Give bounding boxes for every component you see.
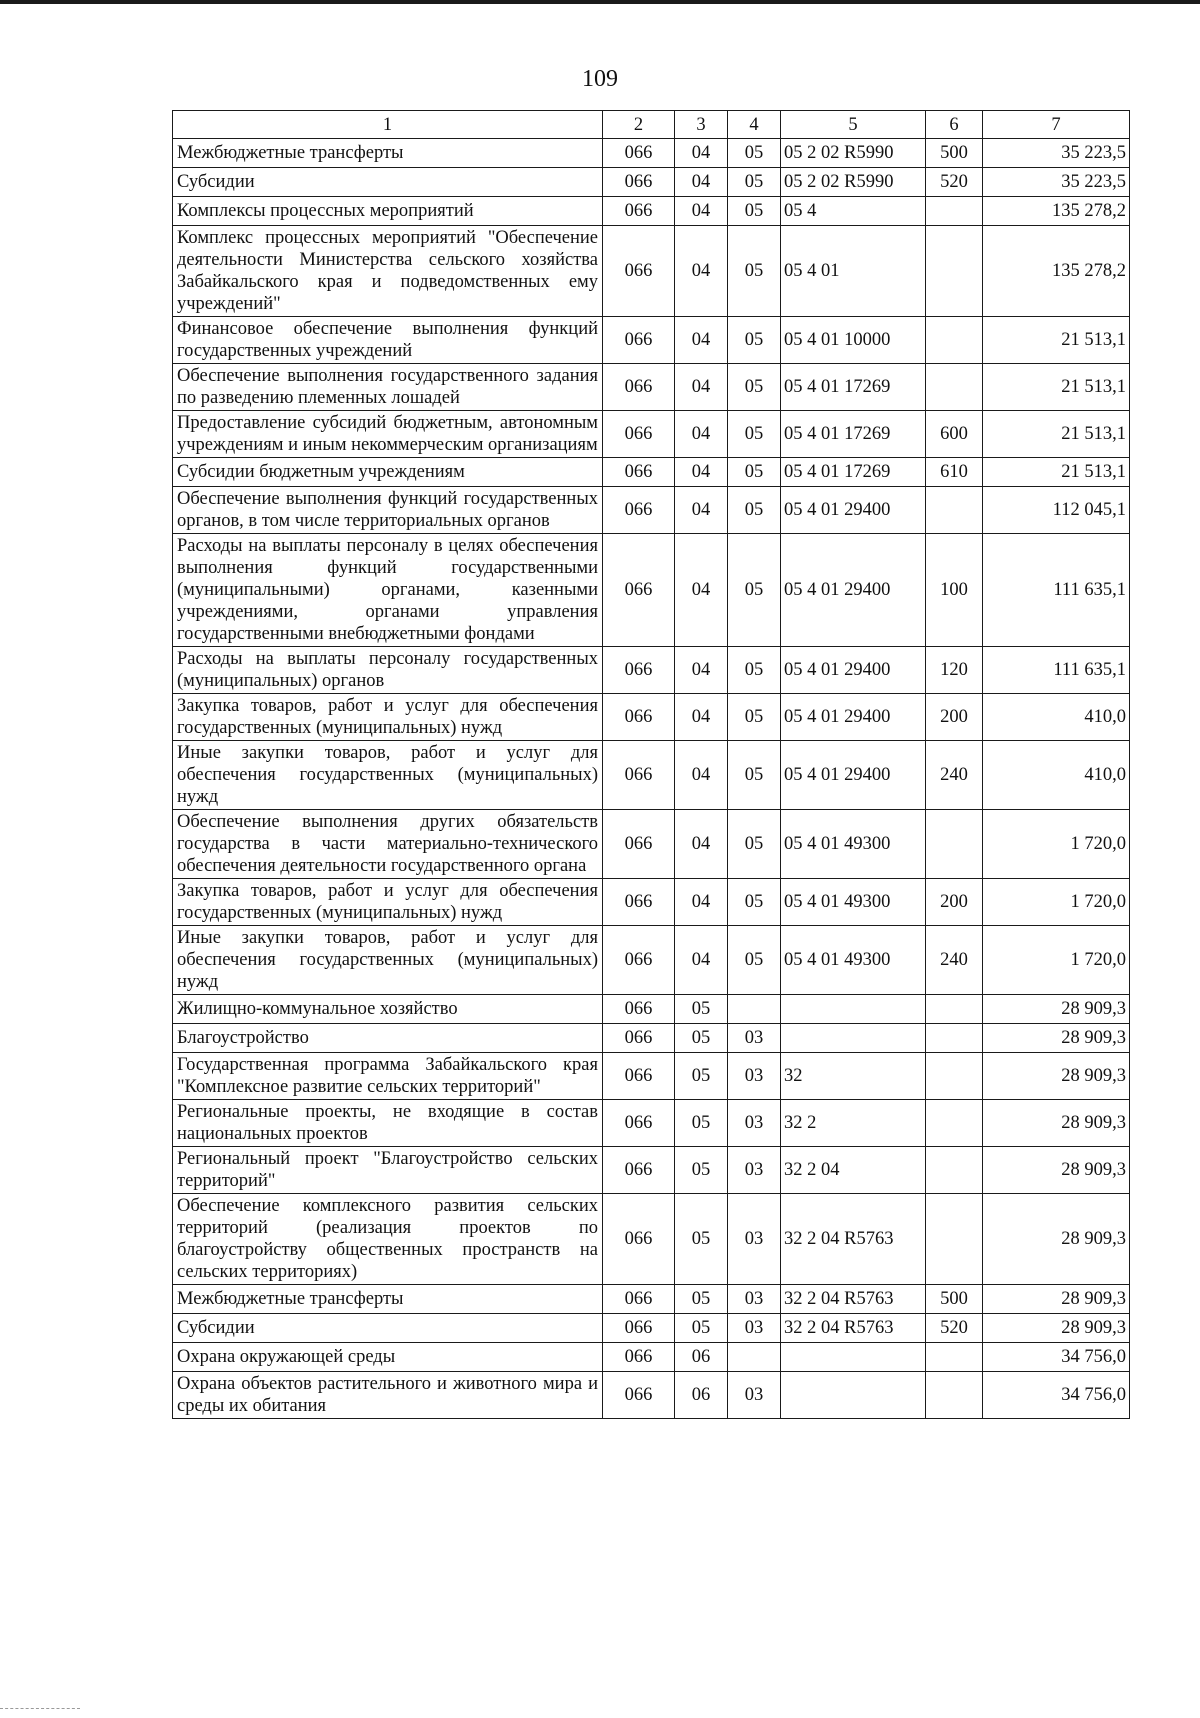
row-name: Иные закупки товаров, работ и услуг для обеспечения государственных (муниципальных) нужд bbox=[173, 926, 603, 995]
row-code-4: 05 bbox=[728, 317, 781, 364]
row-name: Межбюджетные трансферты bbox=[173, 139, 603, 168]
row-amount: 410,0 bbox=[983, 694, 1130, 741]
row-code-5: 05 4 01 49300 bbox=[781, 926, 926, 995]
row-code-3: 04 bbox=[675, 741, 728, 810]
row-code-3: 05 bbox=[675, 1314, 728, 1343]
row-name: Субсидии bbox=[173, 168, 603, 197]
row-code-3: 06 bbox=[675, 1372, 728, 1419]
table-row bbox=[173, 741, 1130, 810]
table-row bbox=[173, 197, 1130, 226]
row-code-5: 05 4 01 17269 bbox=[781, 364, 926, 411]
table-row bbox=[173, 1024, 1130, 1053]
row-code-3: 04 bbox=[675, 647, 728, 694]
row-code-3: 04 bbox=[675, 694, 728, 741]
header-col-7: 7 bbox=[983, 111, 1130, 139]
table-row bbox=[173, 458, 1130, 487]
row-code-6: 100 bbox=[926, 534, 983, 647]
row-code-6 bbox=[926, 1024, 983, 1053]
row-amount: 28 909,3 bbox=[983, 1053, 1130, 1100]
row-code-2: 066 bbox=[603, 926, 675, 995]
row-code-2: 066 bbox=[603, 1147, 675, 1194]
row-code-2: 066 bbox=[603, 879, 675, 926]
row-name: Государственная программа Забайкальского края "Комплексное развитие сельских территорий" bbox=[173, 1053, 603, 1100]
header-col-4: 4 bbox=[728, 111, 781, 139]
row-code-4: 05 bbox=[728, 926, 781, 995]
row-code-4: 05 bbox=[728, 487, 781, 534]
table-row bbox=[173, 411, 1130, 458]
row-code-4: 05 bbox=[728, 139, 781, 168]
row-code-4: 03 bbox=[728, 1314, 781, 1343]
header-col-2: 2 bbox=[603, 111, 675, 139]
row-code-6: 500 bbox=[926, 1285, 983, 1314]
row-code-2: 066 bbox=[603, 458, 675, 487]
row-code-3: 04 bbox=[675, 926, 728, 995]
header-row bbox=[173, 111, 1130, 139]
table-row bbox=[173, 487, 1130, 534]
row-code-6 bbox=[926, 1372, 983, 1419]
row-code-4: 05 bbox=[728, 168, 781, 197]
table-row bbox=[173, 534, 1130, 647]
row-amount: 21 513,1 bbox=[983, 364, 1130, 411]
row-code-6: 520 bbox=[926, 168, 983, 197]
row-code-5: 05 2 02 R5990 bbox=[781, 139, 926, 168]
row-name: Межбюджетные трансферты bbox=[173, 1285, 603, 1314]
page-number: 109 bbox=[582, 66, 618, 92]
row-code-4: 03 bbox=[728, 1194, 781, 1285]
row-code-3: 04 bbox=[675, 226, 728, 317]
row-name: Региональные проекты, не входящие в состав национальных проектов bbox=[173, 1100, 603, 1147]
row-code-4: 05 bbox=[728, 694, 781, 741]
row-code-2: 066 bbox=[603, 534, 675, 647]
row-code-2: 066 bbox=[603, 647, 675, 694]
row-code-6 bbox=[926, 995, 983, 1024]
row-code-2: 066 bbox=[603, 1372, 675, 1419]
table-row bbox=[173, 810, 1130, 879]
row-code-2: 066 bbox=[603, 1053, 675, 1100]
table-body bbox=[173, 139, 1130, 1419]
row-amount: 28 909,3 bbox=[983, 1194, 1130, 1285]
table-row bbox=[173, 1100, 1130, 1147]
row-name: Комплексы процессных мероприятий bbox=[173, 197, 603, 226]
row-amount: 1 720,0 bbox=[983, 879, 1130, 926]
table-row bbox=[173, 1372, 1130, 1419]
row-code-3: 05 bbox=[675, 1053, 728, 1100]
row-code-5: 05 4 01 10000 bbox=[781, 317, 926, 364]
row-amount: 34 756,0 bbox=[983, 1372, 1130, 1419]
row-code-2: 066 bbox=[603, 411, 675, 458]
table-row bbox=[173, 317, 1130, 364]
row-code-4: 05 bbox=[728, 411, 781, 458]
table-row bbox=[173, 1053, 1130, 1100]
row-code-6 bbox=[926, 1194, 983, 1285]
row-code-2: 066 bbox=[603, 197, 675, 226]
row-code-5 bbox=[781, 1343, 926, 1372]
row-code-2: 066 bbox=[603, 317, 675, 364]
row-name: Субсидии bbox=[173, 1314, 603, 1343]
row-amount: 112 045,1 bbox=[983, 487, 1130, 534]
row-amount: 28 909,3 bbox=[983, 1024, 1130, 1053]
row-amount: 21 513,1 bbox=[983, 411, 1130, 458]
row-code-5: 05 4 01 29400 bbox=[781, 741, 926, 810]
row-code-4: 05 bbox=[728, 534, 781, 647]
row-code-4: 03 bbox=[728, 1147, 781, 1194]
row-code-3: 05 bbox=[675, 1285, 728, 1314]
row-code-4 bbox=[728, 1343, 781, 1372]
row-code-6 bbox=[926, 1147, 983, 1194]
row-code-6 bbox=[926, 226, 983, 317]
row-code-6 bbox=[926, 1053, 983, 1100]
row-code-3: 04 bbox=[675, 364, 728, 411]
row-code-3: 05 bbox=[675, 1100, 728, 1147]
table-row bbox=[173, 995, 1130, 1024]
row-code-6 bbox=[926, 197, 983, 226]
table-row bbox=[173, 364, 1130, 411]
row-code-2: 066 bbox=[603, 741, 675, 810]
table-row bbox=[173, 226, 1130, 317]
row-code-4: 03 bbox=[728, 1100, 781, 1147]
row-code-2: 066 bbox=[603, 487, 675, 534]
row-name: Обеспечение выполнения функций государственных органов, в том числе территориальных органов bbox=[173, 487, 603, 534]
row-code-4: 03 bbox=[728, 1024, 781, 1053]
row-code-3: 05 bbox=[675, 1194, 728, 1285]
row-name: Иные закупки товаров, работ и услуг для обеспечения государственных (муниципальных) нужд bbox=[173, 741, 603, 810]
table-row bbox=[173, 926, 1130, 995]
row-code-6: 520 bbox=[926, 1314, 983, 1343]
row-name: Расходы на выплаты персоналу в целях обеспечения выполнения функций государственными (муниципальными) органами, казенными учреждениями, органами управления государственными внебюджетными фондами bbox=[173, 534, 603, 647]
row-code-5: 05 2 02 R5990 bbox=[781, 168, 926, 197]
row-amount: 21 513,1 bbox=[983, 458, 1130, 487]
row-amount: 28 909,3 bbox=[983, 1285, 1130, 1314]
table-row bbox=[173, 1147, 1130, 1194]
row-code-2: 066 bbox=[603, 168, 675, 197]
row-code-4: 05 bbox=[728, 879, 781, 926]
header-col-3: 3 bbox=[675, 111, 728, 139]
row-code-5: 32 bbox=[781, 1053, 926, 1100]
row-code-3: 05 bbox=[675, 995, 728, 1024]
row-code-3: 04 bbox=[675, 810, 728, 879]
row-code-4: 05 bbox=[728, 364, 781, 411]
row-code-4: 03 bbox=[728, 1372, 781, 1419]
row-code-5: 05 4 01 17269 bbox=[781, 458, 926, 487]
row-code-5: 05 4 01 17269 bbox=[781, 411, 926, 458]
row-amount: 28 909,3 bbox=[983, 995, 1130, 1024]
table-row bbox=[173, 1343, 1130, 1372]
row-code-6 bbox=[926, 364, 983, 411]
row-code-6: 200 bbox=[926, 879, 983, 926]
row-code-4: 05 bbox=[728, 197, 781, 226]
row-code-2: 066 bbox=[603, 226, 675, 317]
row-code-4 bbox=[728, 995, 781, 1024]
row-code-3: 04 bbox=[675, 534, 728, 647]
table-row bbox=[173, 694, 1130, 741]
row-amount: 410,0 bbox=[983, 741, 1130, 810]
row-name: Закупка товаров, работ и услуг для обеспечения государственных (муниципальных) нужд bbox=[173, 879, 603, 926]
row-code-4: 05 bbox=[728, 810, 781, 879]
row-amount: 28 909,3 bbox=[983, 1147, 1130, 1194]
row-code-2: 066 bbox=[603, 694, 675, 741]
table-row bbox=[173, 1314, 1130, 1343]
header-col-6: 6 bbox=[926, 111, 983, 139]
table-row bbox=[173, 1285, 1130, 1314]
row-name: Жилищно-коммунальное хозяйство bbox=[173, 995, 603, 1024]
row-amount: 1 720,0 bbox=[983, 926, 1130, 995]
row-amount: 28 909,3 bbox=[983, 1100, 1130, 1147]
row-amount: 111 635,1 bbox=[983, 647, 1130, 694]
row-name: Обеспечение выполнения других обязательств государства в части материально-технического обеспечения деятельности государственного органа bbox=[173, 810, 603, 879]
table-row bbox=[173, 647, 1130, 694]
row-name: Обеспечение комплексного развития сельских территорий (реализация проектов по благоустройству общественных пространств на сельских территориях) bbox=[173, 1194, 603, 1285]
row-code-5: 05 4 01 49300 bbox=[781, 810, 926, 879]
row-code-2: 066 bbox=[603, 995, 675, 1024]
row-code-3: 04 bbox=[675, 168, 728, 197]
row-code-5: 05 4 01 29400 bbox=[781, 487, 926, 534]
row-name: Региональный проект "Благоустройство сельских территорий" bbox=[173, 1147, 603, 1194]
row-code-3: 05 bbox=[675, 1147, 728, 1194]
row-amount: 135 278,2 bbox=[983, 226, 1130, 317]
row-code-6: 120 bbox=[926, 647, 983, 694]
row-code-2: 066 bbox=[603, 1024, 675, 1053]
row-code-3: 06 bbox=[675, 1343, 728, 1372]
row-code-5 bbox=[781, 1024, 926, 1053]
row-name: Предоставление субсидий бюджетным, автономным учреждениям и иным некоммерческим организациям bbox=[173, 411, 603, 458]
row-name: Финансовое обеспечение выполнения функций государственных учреждений bbox=[173, 317, 603, 364]
row-code-2: 066 bbox=[603, 1343, 675, 1372]
row-code-2: 066 bbox=[603, 810, 675, 879]
row-amount: 135 278,2 bbox=[983, 197, 1130, 226]
row-code-5: 32 2 bbox=[781, 1100, 926, 1147]
row-amount: 35 223,5 bbox=[983, 168, 1130, 197]
row-code-6 bbox=[926, 1100, 983, 1147]
row-code-5: 05 4 01 bbox=[781, 226, 926, 317]
row-name: Комплекс процессных мероприятий "Обеспечение деятельности Министерства сельского хозяйства Забайкальского края и подведомственных ему учреждений" bbox=[173, 226, 603, 317]
row-code-6: 240 bbox=[926, 926, 983, 995]
table-row bbox=[173, 879, 1130, 926]
row-code-5: 32 2 04 bbox=[781, 1147, 926, 1194]
row-name: Охрана окружающей среды bbox=[173, 1343, 603, 1372]
row-code-6 bbox=[926, 317, 983, 364]
top-border-rule bbox=[0, 0, 1200, 4]
row-name: Субсидии бюджетным учреждениям bbox=[173, 458, 603, 487]
row-name: Расходы на выплаты персоналу государственных (муниципальных) органов bbox=[173, 647, 603, 694]
row-code-3: 04 bbox=[675, 317, 728, 364]
row-code-5: 32 2 04 R5763 bbox=[781, 1314, 926, 1343]
row-code-5 bbox=[781, 995, 926, 1024]
row-code-3: 04 bbox=[675, 487, 728, 534]
row-name: Закупка товаров, работ и услуг для обеспечения государственных (муниципальных) нужд bbox=[173, 694, 603, 741]
row-code-2: 066 bbox=[603, 1100, 675, 1147]
row-code-5 bbox=[781, 1372, 926, 1419]
table-row bbox=[173, 139, 1130, 168]
bottom-scan-mark bbox=[0, 1708, 80, 1711]
row-amount: 28 909,3 bbox=[983, 1314, 1130, 1343]
row-code-2: 066 bbox=[603, 1285, 675, 1314]
table-row bbox=[173, 168, 1130, 197]
row-code-4: 05 bbox=[728, 226, 781, 317]
budget-table bbox=[172, 110, 1130, 1419]
row-amount: 1 720,0 bbox=[983, 810, 1130, 879]
row-name: Охрана объектов растительного и животного мира и среды их обитания bbox=[173, 1372, 603, 1419]
row-code-2: 066 bbox=[603, 364, 675, 411]
row-code-6 bbox=[926, 810, 983, 879]
row-amount: 35 223,5 bbox=[983, 139, 1130, 168]
row-code-6: 600 bbox=[926, 411, 983, 458]
row-code-6 bbox=[926, 487, 983, 534]
row-code-5: 05 4 01 49300 bbox=[781, 879, 926, 926]
row-code-6: 240 bbox=[926, 741, 983, 810]
row-code-3: 04 bbox=[675, 197, 728, 226]
row-code-5: 05 4 01 29400 bbox=[781, 534, 926, 647]
row-code-6: 200 bbox=[926, 694, 983, 741]
row-code-3: 05 bbox=[675, 1024, 728, 1053]
row-code-6 bbox=[926, 1343, 983, 1372]
row-code-4: 05 bbox=[728, 458, 781, 487]
row-name: Благоустройство bbox=[173, 1024, 603, 1053]
row-code-3: 04 bbox=[675, 879, 728, 926]
row-code-5: 32 2 04 R5763 bbox=[781, 1285, 926, 1314]
row-code-2: 066 bbox=[603, 1194, 675, 1285]
row-code-3: 04 bbox=[675, 139, 728, 168]
row-code-5: 05 4 01 29400 bbox=[781, 647, 926, 694]
row-code-3: 04 bbox=[675, 411, 728, 458]
row-code-5: 05 4 01 29400 bbox=[781, 694, 926, 741]
row-code-4: 03 bbox=[728, 1053, 781, 1100]
header-col-5: 5 bbox=[781, 111, 926, 139]
row-code-2: 066 bbox=[603, 1314, 675, 1343]
row-amount: 111 635,1 bbox=[983, 534, 1130, 647]
row-amount: 34 756,0 bbox=[983, 1343, 1130, 1372]
table-row bbox=[173, 1194, 1130, 1285]
row-code-5: 05 4 bbox=[781, 197, 926, 226]
header-col-1: 1 bbox=[173, 111, 603, 139]
row-amount: 21 513,1 bbox=[983, 317, 1130, 364]
row-code-6: 500 bbox=[926, 139, 983, 168]
row-code-5: 32 2 04 R5763 bbox=[781, 1194, 926, 1285]
row-code-4: 05 bbox=[728, 741, 781, 810]
row-code-4: 03 bbox=[728, 1285, 781, 1314]
row-code-4: 05 bbox=[728, 647, 781, 694]
row-name: Обеспечение выполнения государственного задания по разведению племенных лошадей bbox=[173, 364, 603, 411]
row-code-2: 066 bbox=[603, 139, 675, 168]
row-code-3: 04 bbox=[675, 458, 728, 487]
row-code-6: 610 bbox=[926, 458, 983, 487]
